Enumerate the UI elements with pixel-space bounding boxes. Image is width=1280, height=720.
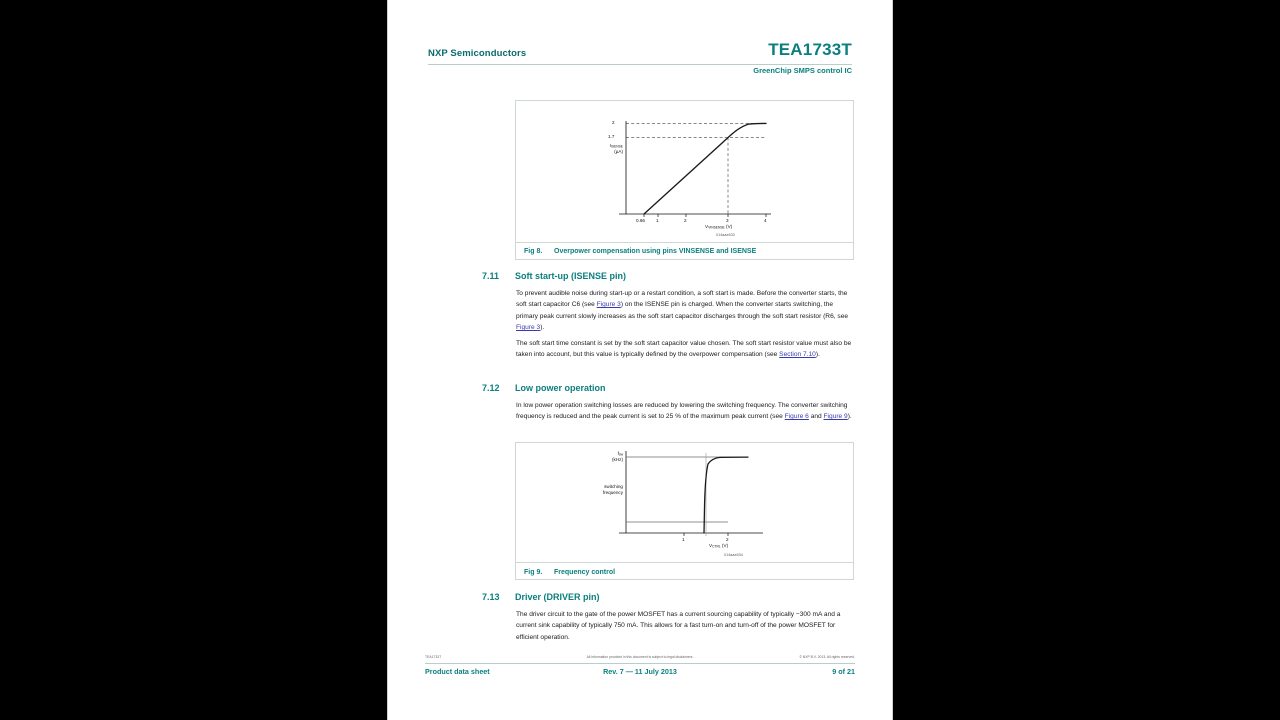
header-part-number: TEA1733T	[768, 40, 852, 59]
page-footer	[425, 655, 855, 685]
figure-8-x-axis-label: VVINSENSE (V)	[705, 224, 733, 230]
section-number-7-11: 7.11	[482, 271, 500, 281]
figure-8-y-axis-label: IISENSE (µA)	[609, 143, 623, 154]
figure-8-y-tick-1p7: 1.7	[608, 134, 615, 139]
section-title-7-12: Low power operation	[515, 383, 606, 393]
figure-9-caption	[524, 569, 615, 576]
figure-9-plot	[516, 443, 855, 563]
header-subtitle: GreenChip SMPS control IC	[753, 66, 852, 75]
paragraph-7-11-1: To prevent audible noise during start-up or a restart condition, a soft start is made. Before the converter starts, the soft start capacitor C6 (see Figure 3) on the ISENSE pin is charged. When the converter starts switching, the primary peak current slowly increases as the soft start capacitor discharges through the soft start resistor (R6, see Figure 3).	[516, 290, 849, 331]
paragraph-7-12-1: In low power operation switching losses are reduced by lowering the switching frequency. The converter switching frequency is reduced and the peak current is set to 25 % of the maximum peak current (see Figure 6 and Figure 9).	[516, 402, 852, 421]
section-number-7-12: 7.12	[482, 383, 500, 393]
figure-9-x-tick-2: 2	[726, 537, 729, 542]
section-number-7-13: 7.13	[482, 592, 500, 602]
header-divider	[428, 64, 852, 65]
page-header	[428, 40, 852, 75]
figure-9-y-axis-note: switching frequency	[602, 484, 623, 495]
header-company-name: NXP Semiconductors	[428, 48, 527, 59]
paragraph-7-11-2: The soft start time constant is set by the soft start capacitor value chosen. The soft start resistor value must also be taken into account, but this value is typically defined by the overpower compensation (see Section 7.10).	[516, 340, 852, 359]
figure-8-x-tick-1: 1	[656, 218, 659, 223]
figure-8-x-tick-4: 4	[764, 218, 767, 223]
figure-9-caption-number: Fig 9.	[524, 569, 543, 576]
figure-8-y-tick-2: 2	[612, 120, 615, 125]
figure-8-x-tick-0p66: 0.66	[636, 218, 645, 223]
xref-figure-3-a[interactable]: Figure 3	[596, 301, 621, 309]
footer-revision: Rev. 7 — 11 July 2013	[603, 667, 677, 676]
figure-8-x-tick-2: 2	[684, 218, 687, 223]
figure-9-graphic-id: 014aaa934	[724, 553, 743, 557]
figure-9-container	[515, 442, 854, 580]
figure-9-x-axis-label: VCTRL (V)	[709, 543, 729, 549]
footer-copyright: © NXP B.V. 2013. All rights reserved.	[799, 655, 855, 659]
figure-8-caption	[524, 248, 756, 255]
figure-8-x-tick-3: 3	[726, 218, 729, 223]
figure-8-graphic-id: 014aaa933	[716, 233, 735, 237]
xref-figure-9[interactable]: Figure 9	[823, 413, 848, 421]
figure-8-container	[515, 100, 854, 260]
footer-doc-type: Product data sheet	[425, 667, 490, 676]
figure-9-caption-text: Frequency control	[554, 569, 616, 576]
figure-9-x-tick-1: 1	[682, 537, 685, 542]
footer-disclaimer: All information provided in this document is subject to legal disclaimers.	[586, 655, 694, 659]
figure-8-caption-divider	[516, 242, 853, 243]
figure-8-caption-text: Overpower compensation using pins VINSENSE and ISENSE	[554, 248, 757, 255]
footer-doc-code: TEA1733T	[425, 655, 442, 659]
footer-divider	[425, 663, 855, 664]
document-page	[387, 0, 893, 720]
xref-figure-3-b[interactable]: Figure 3	[516, 323, 541, 331]
xref-figure-6[interactable]: Figure 6	[784, 413, 809, 421]
figure-9-y-axis-label: fsw (kHz)	[612, 451, 623, 462]
paragraph-7-13-1: The driver circuit to the gate of the power MOSFET has a current sourcing capability of typically −300 mA and a current sink capability of typically 750 mA. This allows for a fast turn-on and turn-off of the power MOSFET for efficient operation.	[516, 611, 841, 641]
section-title-7-13: Driver (DRIVER pin)	[515, 592, 600, 602]
figure-9-caption-divider	[516, 562, 853, 563]
section-title-7-11: Soft start-up (ISENSE pin)	[515, 271, 626, 281]
xref-section-7-10[interactable]: Section 7.10	[779, 351, 816, 359]
figure-8-caption-number: Fig 8.	[524, 248, 543, 255]
footer-page-number: 9 of 21	[832, 667, 855, 676]
